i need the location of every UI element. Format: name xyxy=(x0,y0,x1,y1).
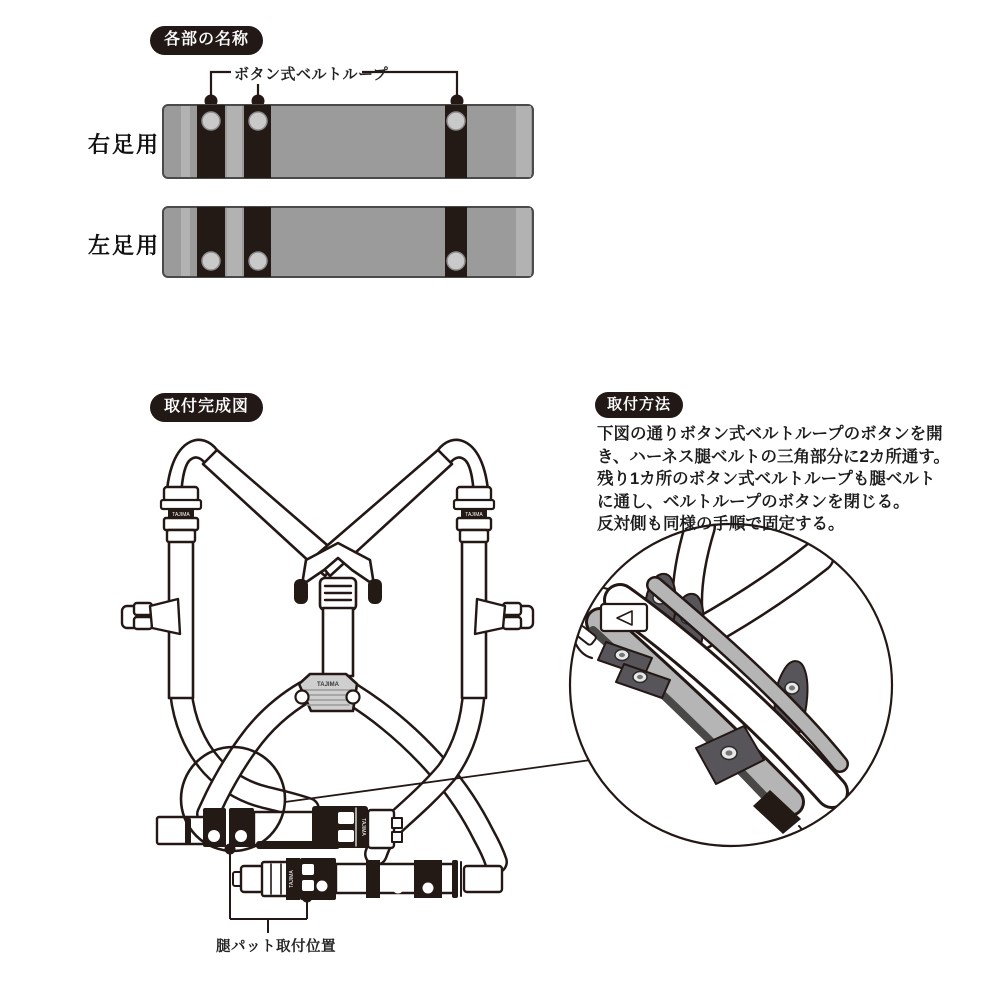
brand-tag: TAJIMA xyxy=(172,512,190,518)
belt-loop-button xyxy=(447,252,465,270)
method-line: 下図の通りボタン式ベルトループのボタンを開 xyxy=(597,425,943,443)
right-leg-strap xyxy=(163,105,533,178)
method-line: 残り1カ所のボタン式ベルトループも腿ベルト xyxy=(597,470,936,488)
method-section-title: 取付方法 xyxy=(595,392,683,418)
left-side-strap xyxy=(161,487,201,698)
brand-tag: TAJIMA xyxy=(317,682,339,688)
button-belt-loop-label: ボタン式ベルトループ xyxy=(234,66,389,83)
belt-loop-button xyxy=(249,112,267,130)
belt-loop-button xyxy=(447,112,465,130)
installed-belt-loop xyxy=(366,860,380,898)
left-strap-label: 左足用 xyxy=(88,233,161,258)
right-side-strap xyxy=(454,487,494,698)
right-strap-label: 右足用 xyxy=(88,132,161,157)
method-line: き、ハーネス腿ベルトの三角部分に2カ所通す。 xyxy=(597,447,950,466)
brand-tag: TAJIMA xyxy=(289,870,295,888)
belt-loop-button xyxy=(202,252,220,270)
method-line: に通し、ベルトループのボタンを閉じる。 xyxy=(597,492,910,511)
left-leg-strap xyxy=(163,207,533,277)
method-line: 反対側も同様の手順で固定する。 xyxy=(597,515,845,533)
parts-section-title: 各部の名称 xyxy=(150,26,263,55)
belt-loop-button xyxy=(249,252,267,270)
harness-body xyxy=(122,440,533,900)
leg-pad-position-label: 腿パット取付位置 xyxy=(216,939,336,955)
center-strap xyxy=(323,608,353,676)
belt-loop-button xyxy=(202,112,220,130)
brand-tag: TAJIMA xyxy=(465,512,483,518)
method-instructions xyxy=(597,423,977,536)
lower-leg-belt xyxy=(233,858,502,900)
upper-leg-belt xyxy=(157,806,402,849)
right-hip-clip xyxy=(475,599,533,634)
left-hip-clip xyxy=(122,599,180,634)
assembly-section-title: 取付完成図 xyxy=(150,393,263,422)
brand-tag: TAJIMA xyxy=(360,818,366,836)
